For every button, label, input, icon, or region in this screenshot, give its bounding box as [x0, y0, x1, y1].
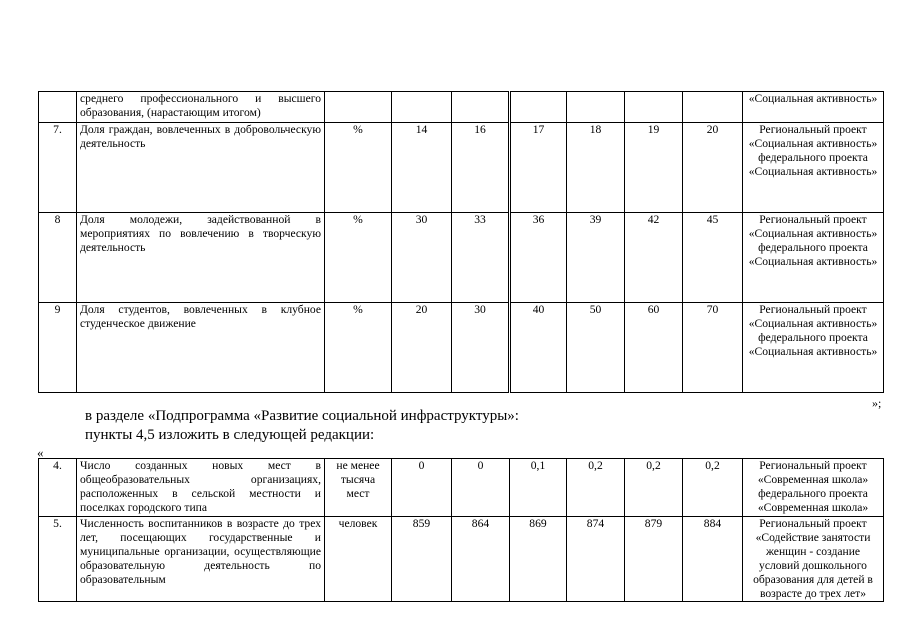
unit-cell: не менее тысяча мест: [325, 459, 392, 517]
closing-quote: »;: [872, 396, 882, 410]
value-cell: 0,2: [567, 459, 625, 517]
value-cell: [683, 92, 743, 123]
value-cell: [567, 92, 625, 123]
instruction-paragraph: пункты 4,5 изложить в следующей редакции:: [85, 427, 375, 443]
value-cell: 60: [625, 303, 683, 393]
value-cell: 33: [452, 213, 510, 303]
value-cell: 20: [392, 303, 452, 393]
row-number: [39, 92, 77, 123]
indicator-name: Численность воспитанников в возрасте до трех лет, посещающих государственные и муниципальные организации, осуществляющие образовательную деятельность по образовательным: [77, 517, 325, 602]
value-cell: 70: [683, 303, 743, 393]
value-cell: 17: [510, 123, 567, 213]
indicator-name: Доля граждан, вовлеченных в добровольческую деятельность: [77, 123, 325, 213]
source-cell: Региональный проект «Социальная активность» федерального проекта «Социальная активность»: [743, 213, 884, 303]
value-cell: 18: [567, 123, 625, 213]
indicator-name: Доля студентов, вовлеченных в клубное студенческое движение: [77, 303, 325, 393]
value-cell: 30: [452, 303, 510, 393]
value-cell: [392, 92, 452, 123]
row-number: 5.: [39, 517, 77, 602]
unit-cell: %: [325, 123, 392, 213]
unit-cell: [325, 92, 392, 123]
indicator-name: Число созданных новых мест в общеобразовательных организациях, расположенных в сельской местности и поселках городского типа: [77, 459, 325, 517]
value-cell: 0,2: [683, 459, 743, 517]
unit-cell: %: [325, 303, 392, 393]
value-cell: 45: [683, 213, 743, 303]
unit-cell: %: [325, 213, 392, 303]
value-cell: 874: [567, 517, 625, 602]
value-cell: 884: [683, 517, 743, 602]
indicator-name: Доля молодежи, задействованной в мероприятиях по вовлечению в творческую деятельность: [77, 213, 325, 303]
indicators-table-new: [38, 458, 884, 602]
table-row: [39, 459, 884, 517]
source-cell: Региональный проект «Социальная активность» федерального проекта «Социальная активность»: [743, 303, 884, 393]
section-paragraph: в разделе «Подпрограмма «Развитие социальной инфраструктуры»:: [85, 408, 519, 424]
value-cell: 0,1: [510, 459, 567, 517]
source-cell: Региональный проект «Современная школа» федерального проекта «Современная школа»: [743, 459, 884, 517]
table-row: [39, 303, 884, 393]
value-cell: 36: [510, 213, 567, 303]
source-cell: Региональный проект «Социальная активность» федерального проекта «Социальная активность»: [743, 123, 884, 213]
value-cell: 859: [392, 517, 452, 602]
value-cell: 16: [452, 123, 510, 213]
row-number: 9: [39, 303, 77, 393]
value-cell: 0: [392, 459, 452, 517]
source-cell: «Социальная активность»: [743, 92, 884, 123]
table-row: [39, 517, 884, 602]
value-cell: 50: [567, 303, 625, 393]
value-cell: 19: [625, 123, 683, 213]
table-row: [39, 123, 884, 213]
value-cell: 0: [452, 459, 510, 517]
value-cell: 864: [452, 517, 510, 602]
value-cell: 39: [567, 213, 625, 303]
table-row: [39, 213, 884, 303]
row-number: 7.: [39, 123, 77, 213]
value-cell: [452, 92, 510, 123]
value-cell: 869: [510, 517, 567, 602]
value-cell: 30: [392, 213, 452, 303]
opening-quote: «: [37, 445, 44, 460]
indicator-name: среднего профессионального и высшего образования, (нарастающим итогом): [77, 92, 325, 123]
indicators-table-continued: [38, 91, 884, 393]
row-number: 4.: [39, 459, 77, 517]
unit-cell: человек: [325, 517, 392, 602]
value-cell: [625, 92, 683, 123]
value-cell: 42: [625, 213, 683, 303]
source-cell: Региональный проект «Содействие занятости женщин - создание условий дошкольного образования для детей в возрасте до трех лет»: [743, 517, 884, 602]
value-cell: [510, 92, 567, 123]
value-cell: 0,2: [625, 459, 683, 517]
value-cell: 14: [392, 123, 452, 213]
value-cell: 879: [625, 517, 683, 602]
table-row: [39, 92, 884, 123]
value-cell: 40: [510, 303, 567, 393]
row-number: 8: [39, 213, 77, 303]
value-cell: 20: [683, 123, 743, 213]
